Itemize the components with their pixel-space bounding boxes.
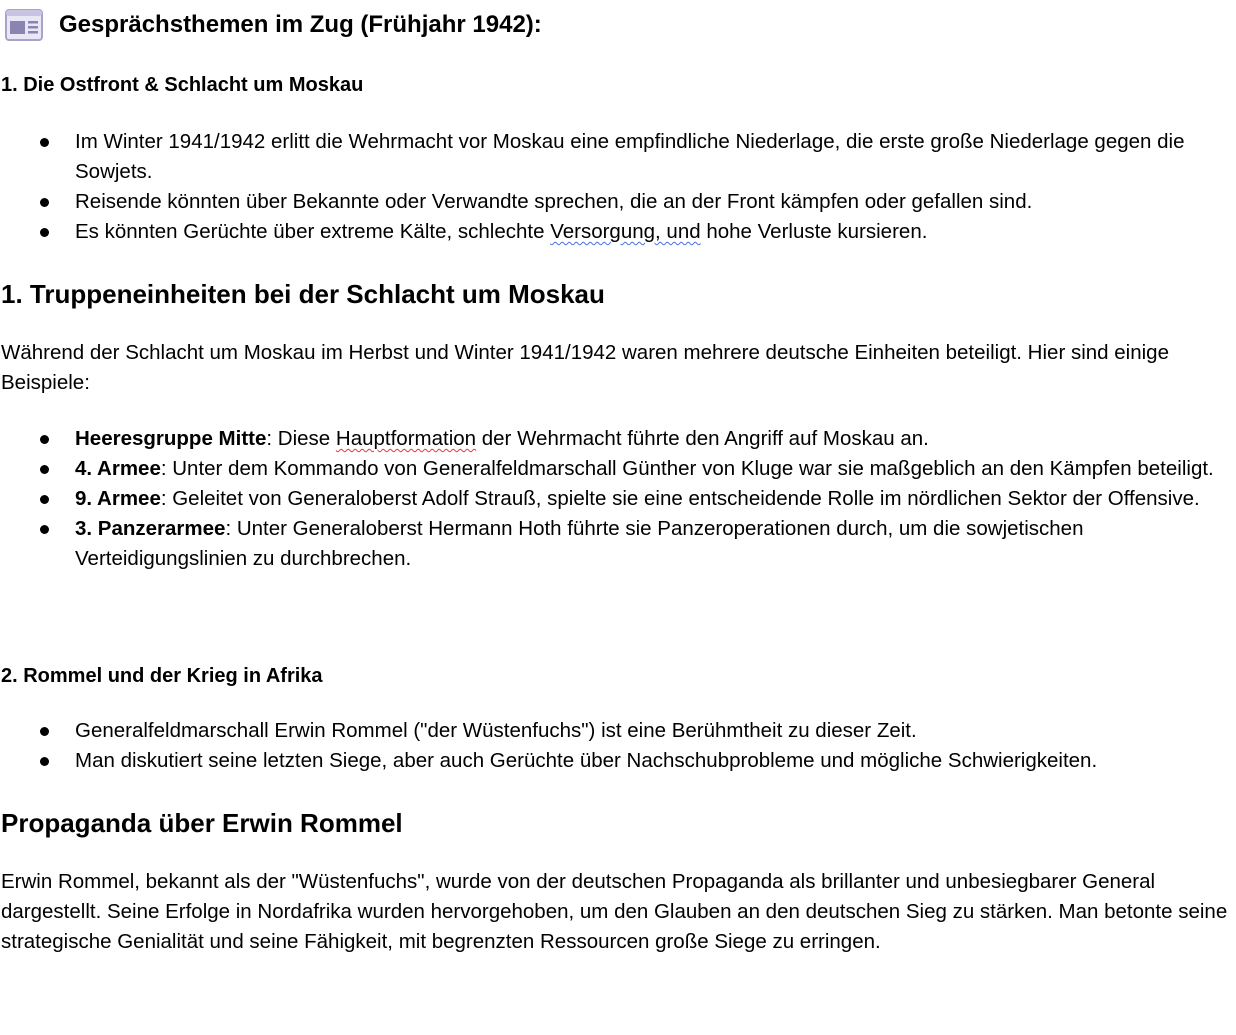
- bullet-dot: [40, 228, 49, 237]
- bullet-dot: [40, 138, 49, 147]
- section-heading-propaganda: Propaganda über Erwin Rommel: [1, 808, 403, 838]
- section-heading-ostfront: 1. Die Ostfront & Schlacht um Moskau: [1, 74, 364, 96]
- grammar-suggestion[interactable]: Versorgung, und: [550, 220, 701, 243]
- truppeneinheiten-bullet-list: [0, 424, 1236, 574]
- list-item: Im Winter 1941/1942 erlitt die Wehrmacht vor Moskau eine empfindliche Niederlage, die erste große Niederlage gegen die Sowjets.: [0, 127, 1236, 187]
- spelling-error[interactable]: Hauptformation: [335, 427, 477, 450]
- bullet-dot: [40, 525, 49, 534]
- rommel-bullet-list: [0, 716, 1236, 776]
- list-item: Reisende könnten über Bekannte oder Verwandte sprechen, die an der Front kämpfen oder gefallen sind.: [0, 187, 1236, 217]
- list-item: Generalfeldmarschall Erwin Rommel ("der Wüstenfuchs") ist eine Berühmtheit zu dieser Zeit.: [0, 716, 1236, 746]
- bullet-dot: [40, 198, 49, 207]
- section-heading-rommel-afrika: 2. Rommel und der Krieg in Afrika: [1, 665, 323, 687]
- bullet-dot: [40, 435, 49, 444]
- list-item: Es könnten Gerüchte über extreme Kälte, schlechte Versorgung, und hohe Verluste kursieren.: [0, 217, 1236, 247]
- bullet-dot: [40, 465, 49, 474]
- truppeneinheiten-intro: Während der Schlacht um Moskau im Herbst und Winter 1941/1942 waren mehrere deutsche Einheiten beteiligt. Hier sind einige Beispiele:: [1, 341, 1169, 394]
- title-row: [5, 7, 542, 43]
- newspaper-icon: [5, 8, 43, 42]
- document-title: Gesprächsthemen im Zug (Frühjahr 1942):: [59, 11, 542, 38]
- bullet-dot: [40, 495, 49, 504]
- section-heading-truppeneinheiten: 1. Truppeneinheiten bei der Schlacht um Moskau: [1, 279, 605, 309]
- ostfront-bullet-list: [0, 127, 1236, 247]
- list-item: Heeresgruppe Mitte: Diese Hauptformation der Wehrmacht führte den Angriff auf Moskau an.: [0, 424, 1236, 454]
- list-item: 3. Panzerarmee: Unter Generaloberst Hermann Hoth führte sie Panzeroperationen durch, um die sowjetischen Verteidigungslinien zu durchbrechen.: [0, 514, 1236, 574]
- list-item: 9. Armee: Geleitet von Generaloberst Adolf Strauß, spielte sie eine entscheidende Rolle im nördlichen Sektor der Offensive.: [0, 484, 1236, 514]
- bullet-dot: [40, 727, 49, 736]
- list-item: 4. Armee: Unter dem Kommando von Generalfeldmarschall Günther von Kluge war sie maßgeblich an den Kämpfen beteiligt.: [0, 454, 1236, 484]
- list-item: Man diskutiert seine letzten Siege, aber auch Gerüchte über Nachschubprobleme und mögliche Schwierigkeiten.: [0, 746, 1236, 776]
- propaganda-paragraph: Erwin Rommel, bekannt als der "Wüstenfuchs", wurde von der deutschen Propaganda als brillanter und unbesiegbarer General dargestellt. Seine Erfolge in Nordafrika wurden hervorgehoben, um den Glauben an den deutschen Sieg zu stärken. Man betonte seine strategische Genialität und seine Fähigkeit, mit begrenzten Ressourcen große Siege zu erringen.: [1, 870, 1228, 953]
- bullet-dot: [40, 757, 49, 766]
